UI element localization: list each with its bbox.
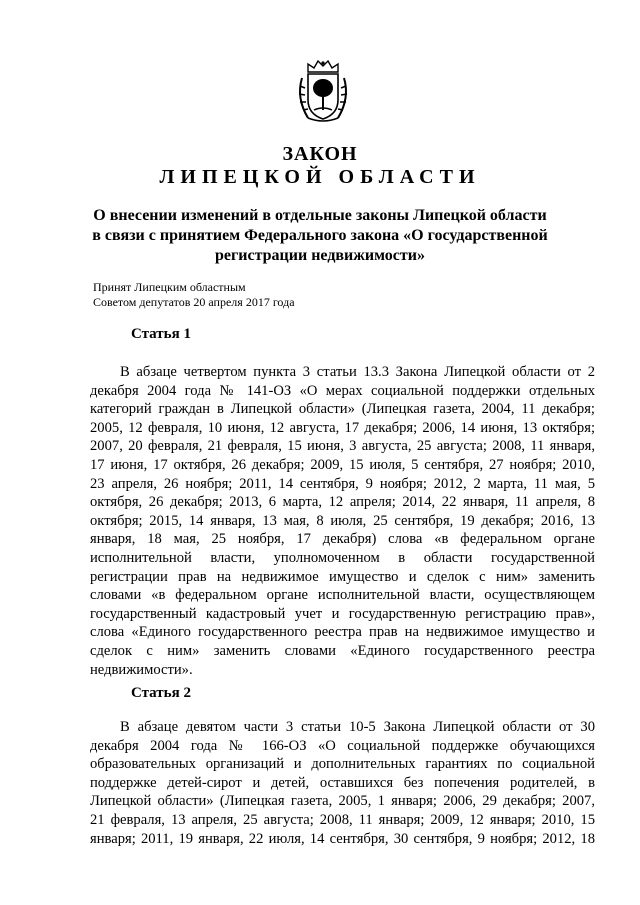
article-2-text — [90, 718, 595, 848]
text-line: декабря 2004 года № 166-ОЗ «О социальной поддержке обучающихся — [90, 737, 595, 754]
text-line: слова «Единого государственного реестра прав на недвижимое имущество и — [90, 624, 595, 641]
text-line: регистрации прав на недвижимое имущество и сделок с ним» заменить — [90, 568, 595, 585]
article-2-heading: Статья 2 — [131, 685, 191, 701]
subject-line: регистрации недвижимости» — [215, 247, 425, 264]
text-line: сделок с ним» заменить словами «Единого государственного реестра — [90, 642, 595, 659]
text-line: Липецкой области» (Липецкая газета, 2005, 1 января; 2006, 29 декабря; 2007, — [90, 793, 595, 810]
law-subject — [60, 206, 580, 266]
text-line: октября, 26 декабря; 2013, 6 марта, 12 апреля; 2014, 22 января, 11 апреля, 8 — [90, 494, 595, 511]
text-line: недвижимости». — [90, 661, 193, 678]
text-line: 23 апреля, 26 ноября; 2011, 14 сентября, 9 ноября; 2012, 2 марта, 11 мая, 5 — [90, 475, 595, 492]
text-line: 21 февраля, 13 апреля, 25 августа; 2008, 11 января; 2009, 12 января; 2010, 15 — [90, 811, 595, 828]
text-line: октября; 2015, 14 января, 13 мая, 8 июля, 25 сентября, 19 декабря; 2016, 13 — [90, 512, 595, 529]
subject-line: О внесении изменений в отдельные законы Липецкой области — [93, 207, 547, 224]
text-line: поддержке детей-сирот и детей, оставшихся без попечения родителей, в — [90, 774, 595, 791]
text-line: 2007, 20 февраля, 21 февраля, 15 июня, 3 августа, 25 августа; 2008, 11 января, — [90, 438, 595, 455]
text-line: января, 18 мая, 25 ноября, 17 декабря) слова «в федеральном органе — [90, 531, 595, 548]
coat-of-arms-emblem — [294, 58, 352, 124]
adoption-note — [93, 280, 295, 310]
subject-line: в связи с принятием Федерального закона «О государственной — [92, 227, 548, 244]
text-line: 17 июня, 17 октября, 26 декабря; 2009, 15 июля, 5 сентября, 27 ноября; 2010, — [90, 456, 595, 473]
text-line: В абзаце четвертом пункта 3 статьи 13.3 Закона Липецкой области от 2 — [120, 364, 595, 380]
adoption-line: Принят Липецким областным — [93, 280, 246, 294]
text-line: образовательных организаций и дополнительных гарантиях по социальной — [90, 756, 595, 773]
region-title: ЛИПЕЦКОЙ ОБЛАСТИ — [159, 166, 481, 188]
article-1-text — [90, 363, 595, 679]
text-line: 2005, 12 февраля, 10 июня, 12 августа, 17 декабря; 2006, 14 июня, 13 октября; — [90, 419, 595, 436]
text-line: В абзаце девятом части 3 статьи 10-5 Закона Липецкой области от 30 — [120, 719, 595, 735]
text-line: словами «в федеральном органе исполнительной власти, осуществляющем — [90, 587, 595, 604]
adoption-line: Советом депутатов 20 апреля 2017 года — [93, 295, 295, 309]
text-line: государственный кадастровый учет и государственную регистрацию прав», — [90, 605, 595, 622]
text-line: января; 2011, 19 января, 22 июля, 14 сентября, 30 сентября, 9 ноября; 2012, 18 — [90, 830, 595, 847]
article-1-heading: Статья 1 — [131, 326, 191, 342]
text-line: категорий граждан в Липецкой области» (Липецкая газета, 2004, 11 декабря; — [90, 401, 595, 418]
text-line: декабря 2004 года № 141-ОЗ «О мерах социальной поддержки отдельных — [90, 382, 595, 399]
text-line: исполнительной власти, уполномоченном в области государственной — [90, 549, 595, 566]
law-title: ЗАКОН — [282, 143, 358, 165]
